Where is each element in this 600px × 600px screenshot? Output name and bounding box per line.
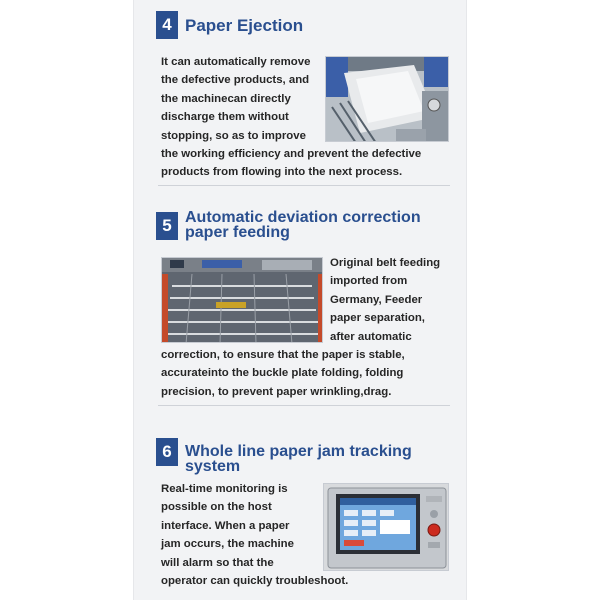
section-number-badge: 5 bbox=[156, 212, 178, 240]
body-line: Original belt feeding bbox=[330, 257, 441, 269]
body-line: products from flowing into the next process. bbox=[161, 166, 403, 179]
body-line: will alarm so that the bbox=[161, 556, 274, 569]
body-line: It can automatically remove bbox=[161, 56, 311, 68]
section-number-badge: 6 bbox=[156, 438, 178, 466]
body-line: correction, to ensure that the paper is stable, bbox=[161, 349, 405, 361]
section-divider bbox=[158, 405, 450, 406]
body-line: precision, to prevent paper wrinkling,drag. bbox=[161, 385, 392, 398]
section-body bbox=[161, 53, 421, 182]
section-title bbox=[185, 18, 303, 33]
body-line: Germany, Feeder bbox=[330, 293, 423, 306]
section-title bbox=[185, 444, 412, 474]
body-line: imported from bbox=[330, 275, 408, 288]
section-number-badge: 4 bbox=[156, 11, 178, 39]
section-title-line: Whole line paper jam tracking bbox=[185, 443, 412, 460]
body-line: after automatic bbox=[330, 330, 412, 343]
body-line: operator can quickly troubleshoot. bbox=[161, 575, 349, 588]
section-body bbox=[161, 346, 405, 401]
section-divider bbox=[158, 185, 450, 186]
section-title-line: paper feeding bbox=[185, 224, 290, 241]
body-line: the machinecan directly bbox=[161, 92, 291, 105]
section-title bbox=[185, 210, 421, 240]
body-line: the working efficiency and prevent the defective bbox=[161, 148, 422, 161]
section-title-line: system bbox=[185, 458, 241, 475]
section-body bbox=[161, 480, 348, 590]
belt-feeder-photo bbox=[161, 257, 323, 343]
section-body-right bbox=[330, 254, 440, 346]
section-title-line: Automatic deviation correction bbox=[185, 209, 421, 226]
body-line: accurateinto the buckle plate folding, folding bbox=[161, 367, 404, 380]
belt-feeder-image bbox=[162, 258, 323, 343]
body-line: possible on the host bbox=[161, 501, 272, 514]
body-line: the defective products, and bbox=[161, 74, 310, 87]
body-line: interface. When a paper bbox=[161, 519, 290, 532]
body-line: discharge them without bbox=[161, 111, 289, 124]
body-line: stopping, so as to improve bbox=[161, 129, 306, 142]
section-title-line: Paper Ejection bbox=[185, 16, 304, 35]
body-line: paper separation, bbox=[330, 312, 425, 325]
body-line: jam occurs, the machine bbox=[161, 538, 294, 551]
body-line: Real-time monitoring is bbox=[161, 483, 288, 495]
content-panel bbox=[133, 0, 467, 600]
